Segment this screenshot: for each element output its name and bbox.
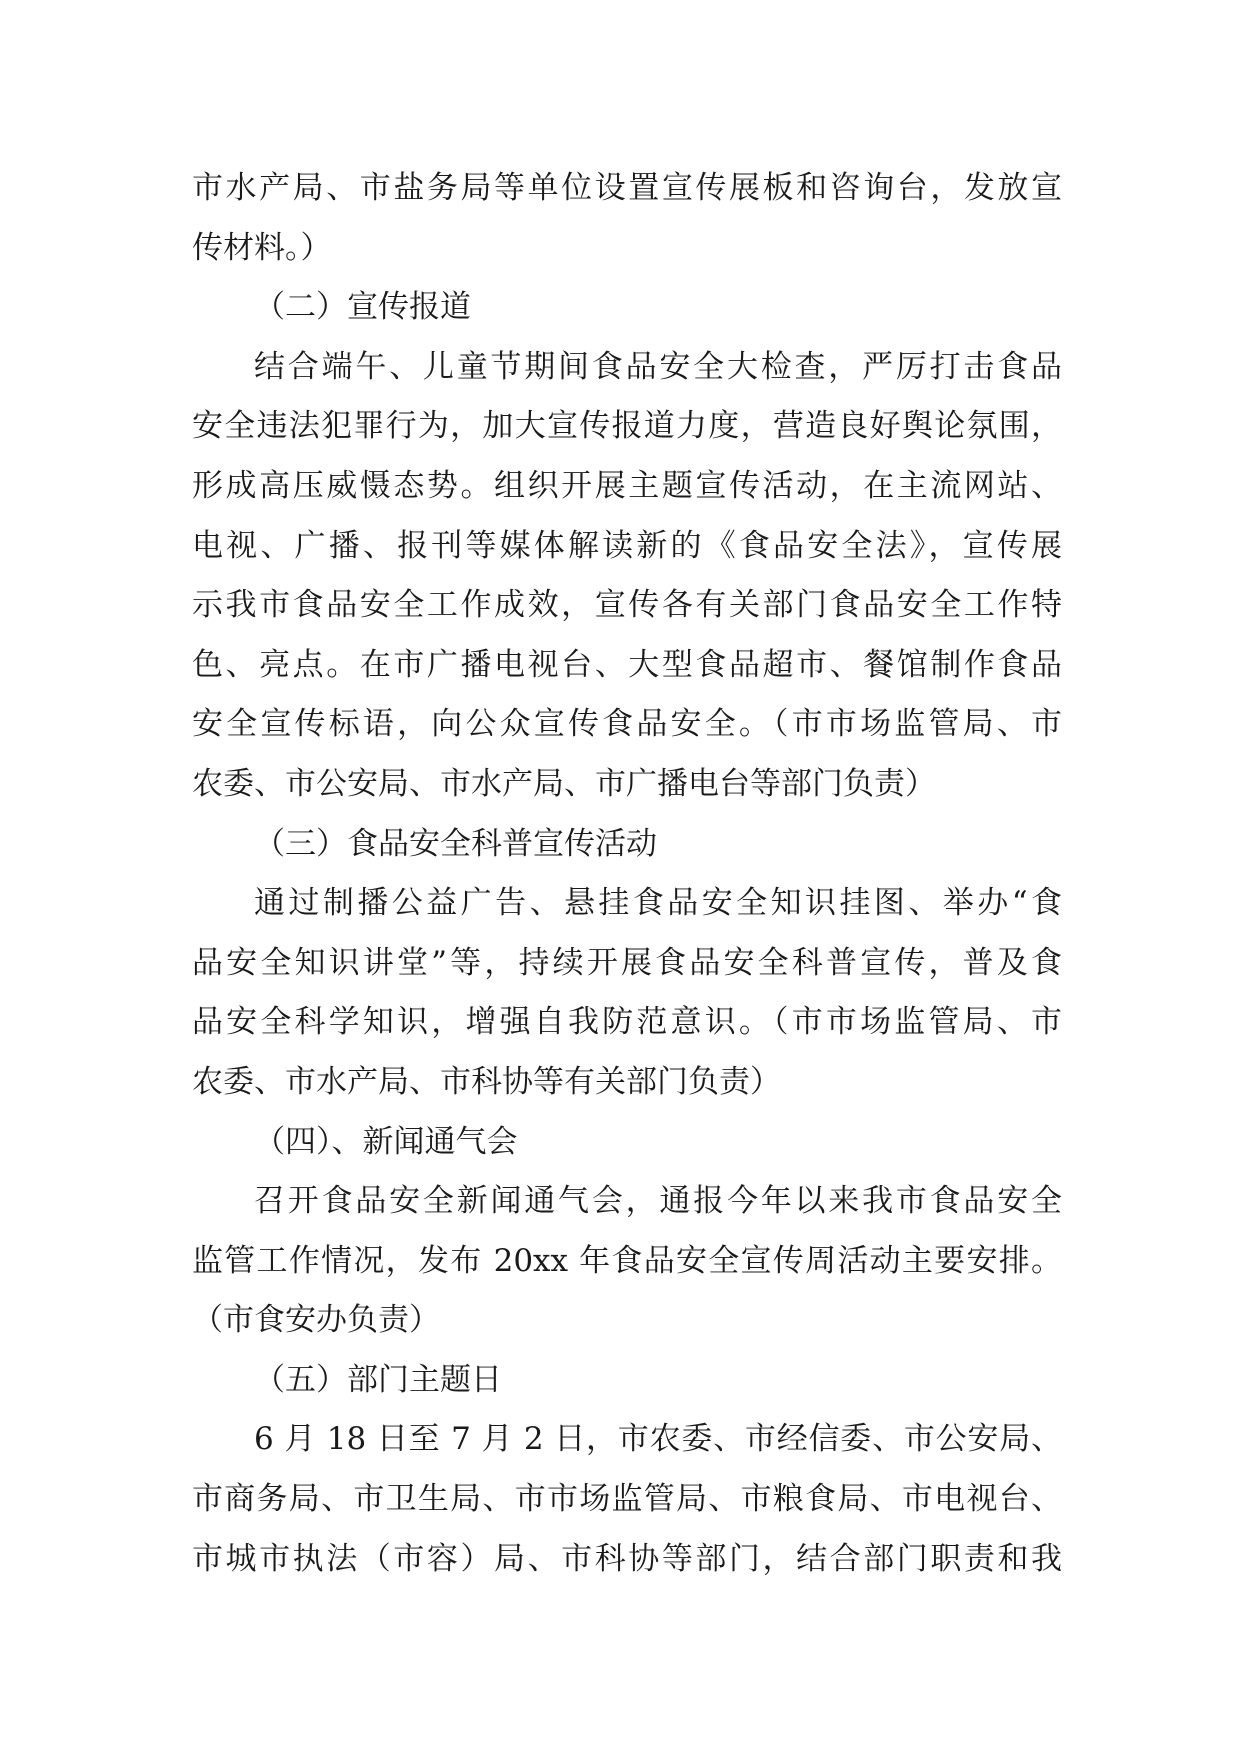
- section-heading: （五）部门主题日: [254, 1361, 502, 1398]
- paragraph-line: 结合端午、儿童节期间食品安全大检查，严厉打击食品: [254, 348, 1062, 385]
- paragraph-line: 市城市执法（市容）局、市科协等部门，结合部门职责和我: [192, 1540, 1062, 1577]
- paragraph-line: 电视、广播、报刊等媒体解读新的《食品安全法》，宣传展: [192, 527, 1062, 564]
- document-body: [192, 159, 1062, 1589]
- paragraph-line: 市水产局、市盐务局等单位设置宣传展板和咨询台，发放宣: [192, 170, 1062, 206]
- paragraph-line: 召开食品安全新闻通气会，通报今年以来我市食品安全: [254, 1183, 1062, 1220]
- paragraph-line: 6 月 18 日至 7 月 2 日，市农委、市经信委、市公安局、: [254, 1421, 1062, 1458]
- paragraph-line: 市商务局、市卫生局、市市场监管局、市粮食局、市电视台、: [192, 1481, 1062, 1518]
- paragraph-line: 监管工作情况，发布 20xx 年食品安全宣传周活动主要安排。: [192, 1242, 1062, 1279]
- paragraph-line: （市食安办负责）: [192, 1302, 440, 1339]
- section-heading: （四）、新闻通气会: [254, 1123, 518, 1160]
- paragraph-line: 形成高压威慑态势。组织开展主题宣传活动，在主流网站、: [192, 467, 1062, 504]
- paragraph-line: 示我市食品安全工作成效，宣传各有关部门食品安全工作特: [192, 587, 1062, 624]
- section-heading: （二）宣传报道: [254, 289, 471, 326]
- paragraph-line: 农委、市公安局、市水产局、市广播电台等部门负责）: [192, 765, 936, 802]
- paragraph-line: 品安全科学知识，增强自我防范意识。（市市场监管局、市: [192, 1004, 1062, 1041]
- paragraph-line: 安全宣传标语，向公众宣传食品安全。（市市场监管局、市: [192, 706, 1062, 743]
- paragraph-line: 色、亮点。在市广播电视台、大型食品超市、餐馆制作食品: [192, 646, 1062, 683]
- section-heading: （三）食品安全科普宣传活动: [254, 825, 657, 862]
- paragraph-line: 传材料。）: [192, 229, 332, 266]
- paragraph-line: 通过制播公益广告、悬挂食品安全知识挂图、举办“食: [254, 885, 1062, 922]
- paragraph-line: 安全违法犯罪行为，加大宣传报道力度，营造良好舆论氛围，: [192, 408, 1062, 445]
- paragraph-line: 农委、市水产局、市科协等有关部门负责）: [192, 1063, 781, 1100]
- paragraph-line: 品安全知识讲堂”等，持续开展食品安全科普宣传，普及食: [192, 944, 1062, 981]
